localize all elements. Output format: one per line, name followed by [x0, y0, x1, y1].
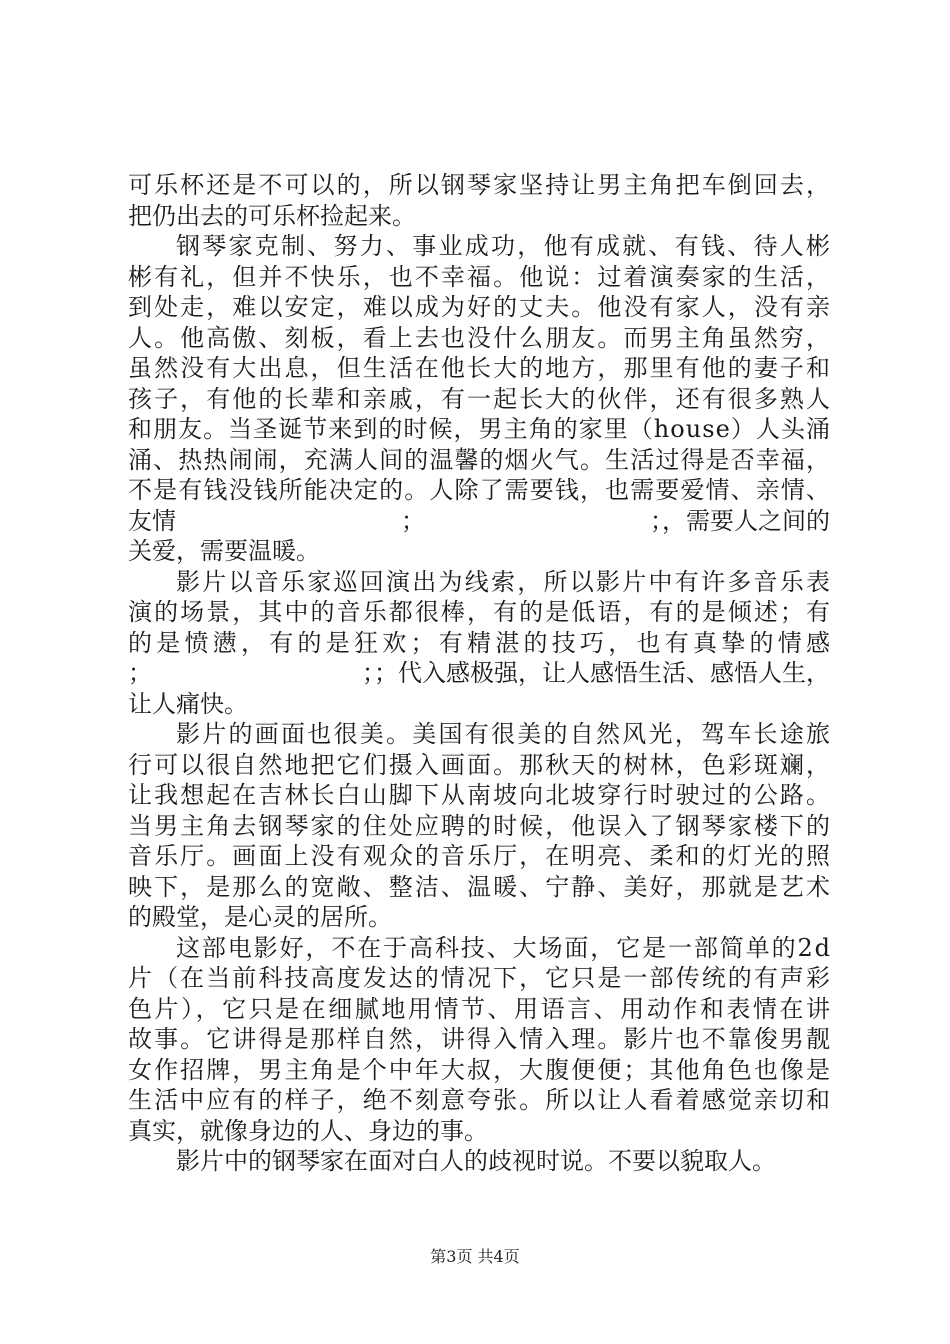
page-number-label: 第3页 共4页: [430, 1247, 520, 1266]
text-segment: 色片），它只是在细腻地用情节、用语言、用动作和表情在讲: [128, 994, 833, 1023]
text-line: [128, 231, 833, 262]
text-segment: 当男主角去钢琴家的住处应聘的时候，他误入了钢琴家楼下的: [128, 811, 833, 840]
text-line: [128, 506, 830, 537]
text-segment: 把仍出去的可乐杯捡起来。: [128, 201, 416, 230]
text-segment: 影片的画面也很美。美国有很美的自然风光，驾车长途旅: [176, 720, 833, 748]
text-line: [128, 170, 833, 201]
text-segment: 让人痛快。: [128, 689, 248, 718]
text-segment: 映下，是那么的宽敞、整洁、温暖、宁静、美好，那就是艺术: [128, 872, 833, 901]
text-segment: 故事。它讲得是那样自然，讲得入情入理。影片也不靠俊男靓: [128, 1025, 833, 1053]
text-segment: 不是有钱没钱所能决定的。人除了需要钱，也需要爱情、亲情、: [128, 476, 832, 504]
text-segment: 行可以很自然地把它们摄入画面。那秋天的树林，色彩斑斓，: [128, 750, 833, 779]
text-segment: 演的场景，其中的音乐都很棒，有的是低语，有的是倾述；有: [128, 598, 833, 626]
text-line: [128, 201, 830, 232]
text-line: [128, 658, 830, 689]
text-segment: 生活中应有的样子，绝不刻意夸张。所以让人看着感觉亲切和: [128, 1086, 833, 1114]
text-line: [128, 414, 830, 445]
text-segment: 涌、热热闹闹，充满人间的温馨的烟火气。生活过得是否幸福，: [128, 445, 832, 474]
text-segment: 的是愤懑，有的是狂欢；有精湛的技巧，也有真挚的情感: [128, 628, 835, 657]
text-line: [128, 262, 833, 293]
text-segment: 的殿堂，是心灵的居所。: [128, 903, 392, 931]
text-line: [128, 841, 833, 872]
text-line: [128, 689, 830, 720]
text-segment: 人。他高傲、刻板，看上去也没什么朋友。而男主角虽然穷，: [128, 323, 833, 352]
text-segment: 钢琴家克制、努力、事业成功，他有成就、有钱、待人彬: [176, 232, 833, 260]
text-line: [128, 1146, 830, 1177]
text-segment: 片（在当前科技高度发达的情况下，它只是一部传统的有声彩: [128, 964, 833, 992]
text-segment: 友情: [128, 506, 176, 535]
text-segment: 真实，就像身边的人、身边的事。: [128, 1116, 488, 1145]
document-body: [128, 170, 835, 1177]
text-segment: ；；代入感极强，让人感悟生活、感悟人生，: [362, 659, 830, 687]
text-segment: 到处走，难以安定，难以成为好的丈夫。他没有家人，没有亲: [128, 293, 833, 321]
text-segment: 彬有礼，但并不快乐，也不幸福。他说：过着演奏家的生活，: [128, 262, 833, 291]
text-segment: 让我想起在吉林长白山脚下从南坡向北坡穿行时驶过的公路。: [128, 781, 833, 809]
text-segment: 女作招牌，男主角是个中年大叔，大腹便便；其他角色也像是: [128, 1055, 833, 1084]
text-line: [128, 567, 833, 598]
text-segment: 音乐厅。画面上没有观众的音乐厅，在明亮、柔和的灯光的照: [128, 842, 833, 870]
text-line: [128, 1055, 833, 1086]
text-segment: ；: [128, 659, 152, 687]
text-segment: 虽然没有大出息，但生活在他长大的地方，那里有他的妻子和: [128, 354, 833, 382]
text-line: [128, 780, 833, 811]
text-line: [128, 384, 833, 415]
text-line: [128, 597, 833, 628]
page-footer: [0, 1244, 950, 1267]
text-segment: 和朋友。当圣诞节来到的时候，男主角的家里（house）人头涌: [128, 415, 832, 443]
text-line: [128, 963, 833, 994]
text-line: [128, 902, 830, 933]
text-line: [128, 872, 833, 903]
text-line: [128, 719, 833, 750]
text-line: [128, 1085, 833, 1116]
text-segment: 可乐杯还是不可以的，所以钢琴家坚持让男主角把车倒回去，: [128, 171, 833, 199]
text-segment: ；: [401, 506, 425, 535]
text-line: [128, 475, 830, 506]
text-line: [128, 933, 830, 964]
text-line: [128, 628, 835, 659]
text-line: [128, 811, 833, 842]
text-segment: 影片中的钢琴家在面对白人的歧视时说。不要以貌取人。: [176, 1147, 776, 1175]
text-line: [128, 750, 833, 781]
text-segment: 影片以音乐家巡回演出为线索，所以影片中有许多音乐表: [176, 567, 833, 596]
text-line: [128, 1116, 830, 1147]
text-line: [128, 536, 830, 567]
text-segment: 关爱，需要温暖。: [128, 537, 320, 565]
text-line: [128, 1024, 833, 1055]
text-line: [128, 994, 833, 1025]
text-segment: 这部电影好，不在于高科技、大场面，它是一部简单的2d: [176, 933, 832, 962]
text-line: [128, 323, 833, 354]
text-segment: 孩子，有他的长辈和亲戚，有一起长大的伙伴，还有很多熟人: [128, 384, 833, 413]
text-segment: ；，需要人之间的: [650, 506, 830, 535]
text-line: [128, 353, 833, 384]
text-line: [128, 292, 833, 323]
text-line: [128, 445, 830, 476]
